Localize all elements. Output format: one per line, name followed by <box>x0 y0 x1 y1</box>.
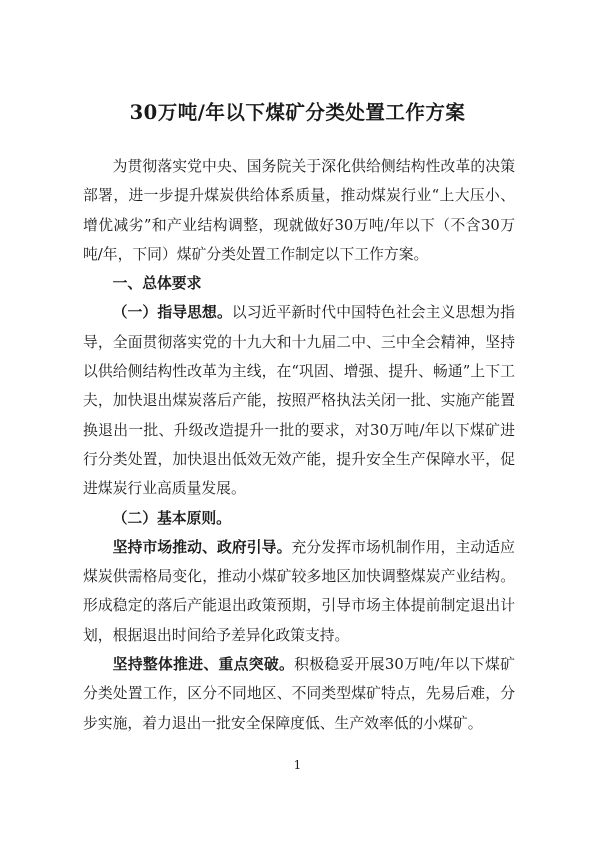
section-heading-general-requirements: 一、总体要求 <box>112 275 202 293</box>
principle-market-text: 充分发挥市场机制作用，主动适应煤炭供需格局变化，推动小煤矿较多地区加快调整煤炭产业结构。形成稳定的落后产能退出政策预期，引导市场主体提前制定退出计划，根据退出时间给予差异化政策支持。 <box>83 538 515 644</box>
document-title: 30万吨/年以下煤矿分类处置工作方案 <box>129 101 466 124</box>
guiding-ideology-lead: （一）指导思想。 <box>112 304 232 322</box>
intro-paragraph: 为贯彻落实党中央、国务院关于深化供给侧结构性改革的决策部署，进一步提升煤炭供给体系质量，推动煤炭行业“上大压小、增优减劣”和产业结构调整，现就做好30万吨/年以下（不含30万吨/年，下同）煤矿分类处置工作制定以下工作方案。 <box>83 158 515 263</box>
guiding-ideology-text: 以习近平新时代中国特色社会主义思想为指导，全面贯彻落实党的十九大和十九届二中、三中全会精神，坚持以供给侧结构性改革为主线，在“巩固、增强、提升、畅通”上下工夫，加快退出煤炭落后产能，按照严格执法关闭一批、实施产能置换退出一批、升级改造提升一批的要求，对30万吨/年以下煤矿进行分类处置，加快退出低效无效产能，提升安全生产保障水平，促进煤炭行业高质量发展。 <box>83 304 515 498</box>
principle-overall-text: 积极稳妥开展30万吨/年以下煤矿分类处置工作，区分不同地区、不同类型煤矿特点，先易后难，分步实施，着力退出一批安全保障度低、生产效率低的小煤矿。 <box>83 656 515 732</box>
principle-market-paragraph <box>83 533 515 650</box>
page-number: 1 <box>293 758 302 772</box>
document-body <box>83 152 515 738</box>
guiding-ideology-paragraph <box>83 298 515 503</box>
principle-market-lead: 坚持市场推动、政府引导。 <box>112 538 292 556</box>
principle-overall-lead: 坚持整体推进、重点突破。 <box>112 656 295 674</box>
subsection-heading-basic-principles: （二）基本原则。 <box>112 509 231 527</box>
principle-overall-paragraph <box>83 650 515 738</box>
